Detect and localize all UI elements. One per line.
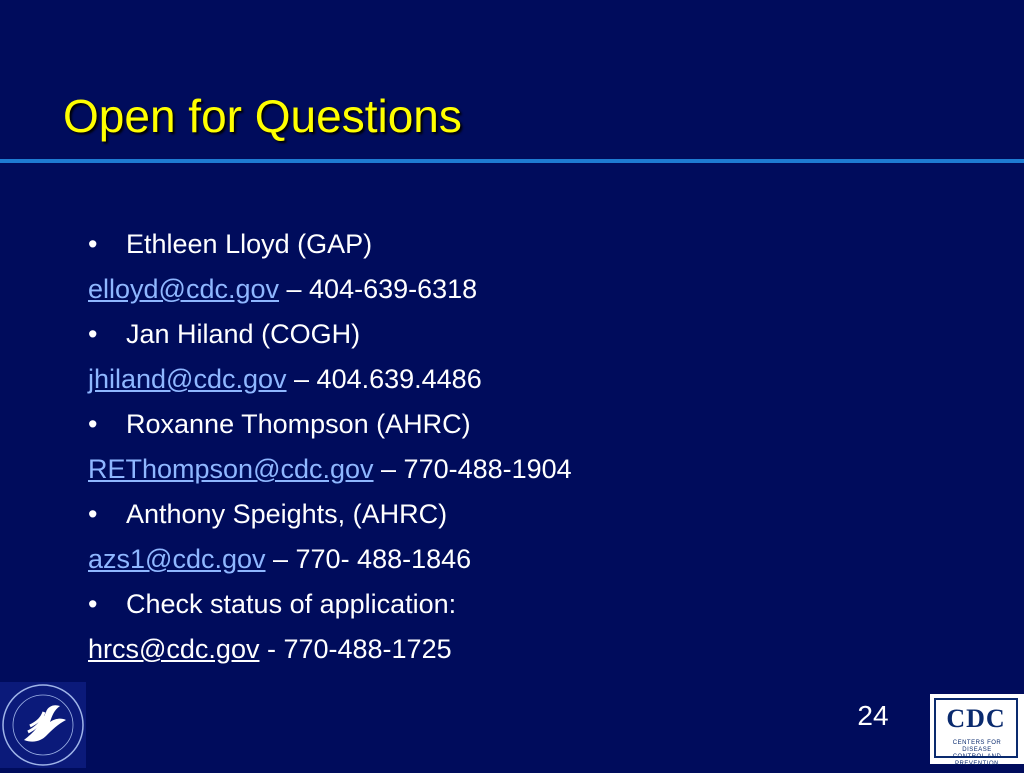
contact-name: Anthony Speights, (AHRC) — [126, 499, 448, 529]
phone-number: – 770-488-1904 — [373, 454, 572, 484]
contact-detail — [88, 447, 572, 492]
contact-detail — [88, 267, 572, 312]
cdc-subtitle-line2: CONTROL AND PREVENTION — [952, 754, 1002, 767]
page-number: 24 — [857, 700, 889, 731]
bullet: • — [88, 589, 98, 619]
list-item — [88, 312, 572, 357]
list-item — [88, 582, 572, 627]
email-link[interactable]: REThompson@cdc.gov — [88, 454, 374, 484]
contact-detail — [88, 537, 572, 582]
contact-detail — [88, 357, 572, 402]
phone-number: – 404-639-6318 — [279, 274, 478, 304]
list-item — [88, 222, 572, 267]
cdc-logo-subtitle — [939, 740, 1015, 768]
cdc-logo-text: CDC — [946, 704, 1006, 733]
contact-name: Jan Hiland (COGH) — [126, 319, 361, 349]
contact-name: Ethleen Lloyd (GAP) — [126, 229, 373, 259]
bullet: • — [88, 319, 98, 349]
bullet: • — [88, 409, 98, 439]
bullet: • — [88, 499, 98, 529]
hhs-logo — [0, 682, 86, 768]
list-item — [88, 492, 572, 537]
bullet: • — [88, 229, 98, 259]
phone-number: – 404.639.4486 — [286, 364, 482, 394]
contact-name: Roxanne Thompson (AHRC) — [126, 409, 471, 439]
list-item — [88, 402, 572, 447]
email-link[interactable]: azs1@cdc.gov — [88, 544, 266, 574]
phone-number: – 770- 488-1846 — [265, 544, 472, 574]
email-link[interactable]: hrcs@cdc.gov — [88, 634, 260, 664]
hhs-eagle-icon — [0, 682, 86, 768]
email-link[interactable]: elloyd@cdc.gov — [88, 274, 280, 304]
cdc-subtitle-line1: CENTERS FOR DISEASE — [952, 740, 1002, 753]
cdc-logo-frame — [934, 698, 1018, 767]
title-divider — [0, 159, 1024, 163]
phone-number: - 770-488-1725 — [259, 634, 452, 664]
email-link[interactable]: jhiland@cdc.gov — [88, 364, 287, 394]
slide-title: Open for Questions — [63, 90, 462, 142]
contact-name: Check status of application: — [126, 589, 457, 619]
contact-detail — [88, 627, 572, 672]
cdc-logo — [930, 694, 1024, 767]
contact-list — [88, 222, 572, 672]
